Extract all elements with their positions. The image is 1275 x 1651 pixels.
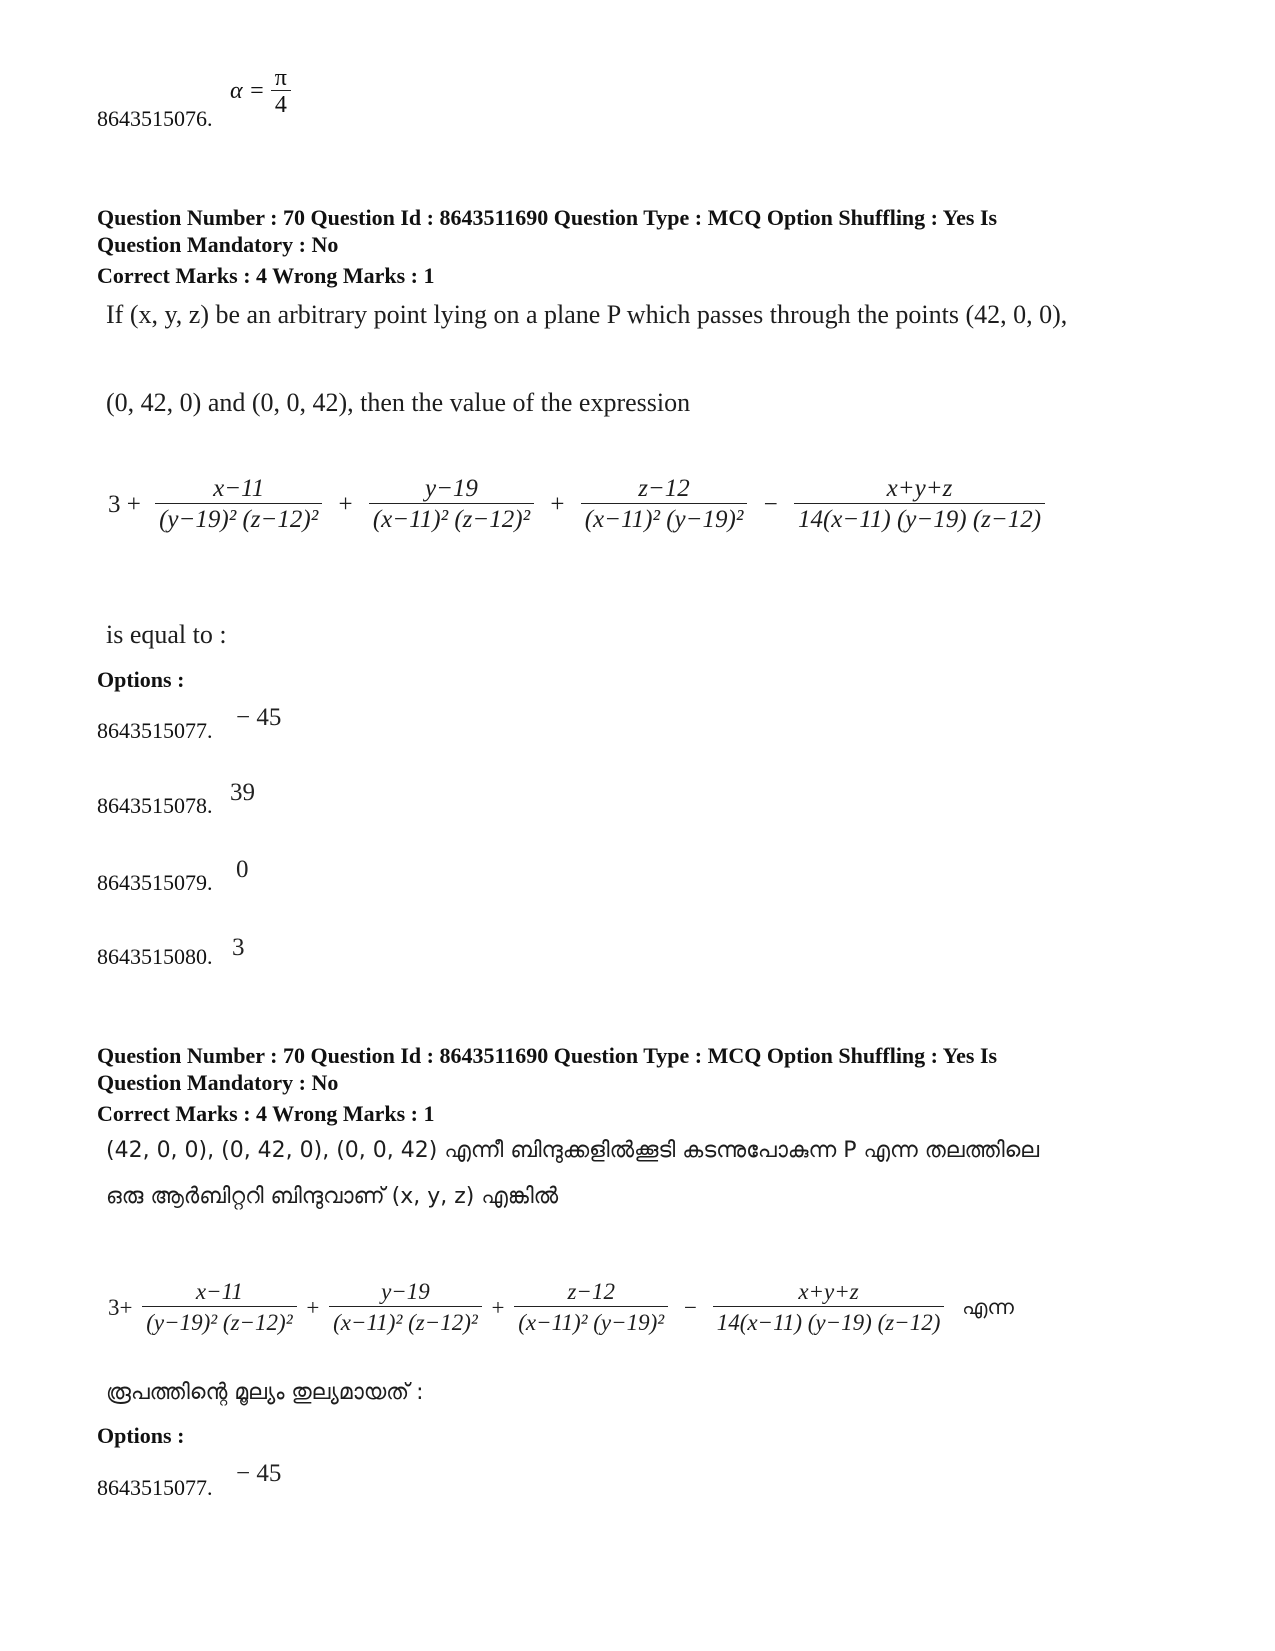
question-text-line1: (42, 0, 0), (0, 42, 0), (0, 0, 42) എന്നീ ബിന്ദുക്കളിൽക്കൂടി കടന്നുപോകുന്ന P എന്ന തലത്തിലെ <box>106 1138 1040 1163</box>
expr-term3-num: z−12 <box>638 475 690 502</box>
expr-term2-den: (x−11)² (z−12)² <box>369 503 534 534</box>
option-id: 8643515078. <box>97 793 213 818</box>
expr-plus: + <box>338 490 353 518</box>
question-meta-line2: Question Mandatory : No <box>97 1070 339 1095</box>
expr-term3-den: (x−11)² (y−19)² <box>514 1306 668 1337</box>
expr-term4-den: 14(x−11) (y−19) (z−12) <box>713 1306 945 1337</box>
expr-plus: + <box>306 1294 320 1320</box>
expr-term2-num: y−19 <box>381 1279 430 1304</box>
expr-lead: 3+ <box>108 1294 133 1320</box>
expr-term1 <box>155 475 322 534</box>
option-value: − 45 <box>236 1460 282 1487</box>
question-meta-line2: Question Mandatory : No <box>97 232 339 257</box>
question-text-line3: is equal to : <box>106 620 227 649</box>
option-value: 0 <box>236 856 249 883</box>
options-label: Options : <box>97 667 185 692</box>
alpha-numerator: π <box>274 65 287 91</box>
option-id: 8643515080. <box>97 944 213 969</box>
expr-suffix: എന്ന <box>962 1295 1014 1319</box>
question-text-line3: രൂപത്തിന്റെ മൂല്യം തുല്യമായത് : <box>106 1380 424 1405</box>
question-meta <box>97 204 1197 258</box>
options-label: Options : <box>97 1423 185 1448</box>
expr-term1 <box>142 1278 296 1337</box>
expr-minus: − <box>763 490 778 518</box>
alpha-denominator: 4 <box>271 90 291 117</box>
expr-term1-num: x−11 <box>213 475 265 502</box>
option-id: 8643515077. <box>97 1475 213 1500</box>
expr-term4 <box>794 475 1045 534</box>
expr-term2 <box>329 1278 482 1337</box>
question-meta-line1: Question Number : 70 Question Id : 8643511690 Question Type : MCQ Option Shuffling : Yes Is <box>97 205 998 230</box>
option-value: 3 <box>232 934 245 961</box>
question-marks: Correct Marks : 4 Wrong Marks : 1 <box>97 1101 435 1126</box>
expr-term2 <box>369 475 534 534</box>
option-id: 8643515079. <box>97 870 213 895</box>
expr-plus: + <box>550 490 565 518</box>
expr-term3-num: z−12 <box>567 1279 615 1304</box>
expr-term1-den: (y−19)² (z−12)² <box>155 503 322 534</box>
option-id: 8643515076. <box>97 106 213 131</box>
question-text-line2: (0, 42, 0) and (0, 0, 42), then the value of the expression <box>106 388 691 417</box>
expr-term4 <box>713 1278 945 1337</box>
question-expression <box>108 475 1045 534</box>
question-text-line2: ഒരു ആർബിറ്ററി ബിന്ദുവാണ് (x, y, z) എങ്കിൽ <box>106 1184 559 1209</box>
expr-term3 <box>581 475 748 534</box>
question-meta <box>97 1042 1197 1096</box>
expr-term3 <box>514 1278 668 1337</box>
question-marks: Correct Marks : 4 Wrong Marks : 1 <box>97 263 435 288</box>
option-value: − 45 <box>236 704 282 731</box>
question-text-line1: If (x, y, z) be an arbitrary point lying on a plane P which passes through the points (42, 0, 0), <box>106 300 1068 329</box>
question-expression <box>108 1278 1014 1337</box>
expr-term4-num: x+y+z <box>798 1279 859 1304</box>
alpha-expression <box>230 66 291 117</box>
alpha-label: α = <box>230 78 265 104</box>
question-meta-line1: Question Number : 70 Question Id : 8643511690 Question Type : MCQ Option Shuffling : Yes Is <box>97 1043 998 1068</box>
expr-term4-num: x+y+z <box>886 475 953 502</box>
expr-minus: − <box>683 1294 697 1320</box>
expr-term2-num: y−19 <box>424 475 478 502</box>
expr-term3-den: (x−11)² (y−19)² <box>581 503 748 534</box>
expr-plus: + <box>491 1294 505 1320</box>
expr-term1-den: (y−19)² (z−12)² <box>142 1306 296 1337</box>
expr-term4-den: 14(x−11) (y−19) (z−12) <box>794 503 1045 534</box>
expr-term1-num: x−11 <box>195 1279 243 1304</box>
alpha-fraction <box>271 66 291 117</box>
option-value: 39 <box>230 779 255 806</box>
expr-lead: 3 + <box>108 490 141 518</box>
option-id: 8643515077. <box>97 718 213 743</box>
expr-term2-den: (x−11)² (z−12)² <box>329 1306 482 1337</box>
